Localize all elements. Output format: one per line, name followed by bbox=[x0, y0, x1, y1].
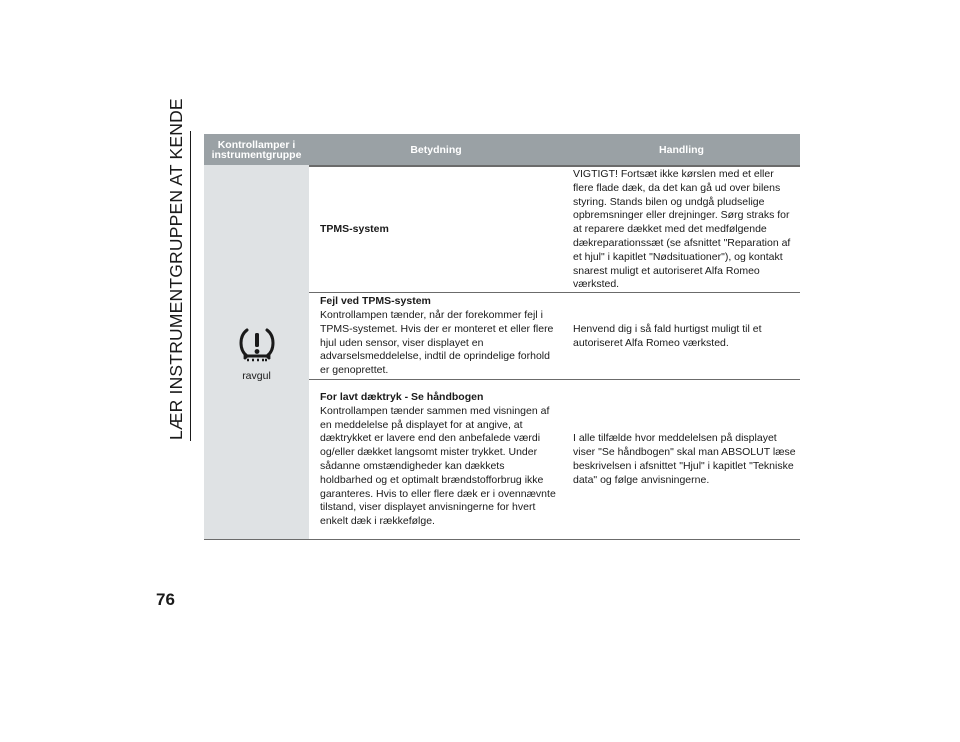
meaning-cell bbox=[309, 380, 563, 539]
warning-light-cell bbox=[204, 165, 309, 539]
action-cell bbox=[563, 293, 800, 379]
action-cell bbox=[563, 167, 800, 292]
action-text: VIGTIGT! Fortsæt ikke kørslen med et eller flere flade dæk, da det kan gå ud over bilens styring. Stands bilen og undgå pludselige opbremsninger eller drejninger. Sørg straks for at reparere dækket med det medfølgende dækreparationssæt (se afsnittet "Reparation af et hjul" i kapitlet "Nødsituationer"), og kontakt snarest muligt et autoriseret Alfa Romeo værksted. bbox=[573, 167, 791, 291]
meaning-title: Fejl ved TPMS-system bbox=[320, 295, 431, 308]
table-row bbox=[309, 292, 800, 379]
warning-lights-table bbox=[204, 134, 800, 540]
meaning-text: Kontrollampen tænder sammen med visningen af en meddelelse på displayet for at angive, at dæktrykket er lavere end den anbefalede værdi og/eller dækket langsomt mister trykket. Under sådanne omstændigheder kan dækkets holdbarhed og et optimalt brændstofforbrug ikke garanteres. Hvis to eller flere dæk er i ovennævnte tilstand, viser displayet anvisningerne for hvert enkelt dæk i rækkefølge. bbox=[320, 404, 556, 528]
table-rows bbox=[309, 165, 800, 539]
meaning-cell bbox=[309, 167, 563, 292]
action-text: I alle tilfælde hvor meddelelsen på displayet viser "Se håndbogen" skal man ABSOLUT læse beskrivelsen i afsnittet "Hjul" i kapitlet "Tekniske data" og følge anvisningerne. bbox=[573, 432, 796, 486]
meaning-text: Kontrollampen tænder, når der forekommer fejl i TPMS-systemet. Hvis der er monteret et eller flere hjul uden sensor, viser displayet en advarselsmeddelelse, indtil de oprindelige forhold er genoprettet. bbox=[320, 308, 554, 377]
meaning-title: For lavt dæktryk - Se håndbogen bbox=[320, 391, 484, 404]
meaning-title: TPMS-system bbox=[320, 223, 389, 236]
header-action: Handling bbox=[659, 143, 704, 156]
action-cell bbox=[563, 380, 800, 539]
header-meaning: Betydning bbox=[410, 143, 462, 156]
table-body bbox=[204, 165, 800, 540]
table-header bbox=[204, 134, 800, 165]
page-number: 76 bbox=[156, 590, 175, 609]
chapter-side-title: LÆR INSTRUMENTGRUPPEN AT KENDE bbox=[166, 98, 186, 440]
header-warning-lights: Kontrollamper i instrumentgruppe bbox=[211, 138, 302, 161]
table-row bbox=[309, 379, 800, 539]
meaning-cell bbox=[309, 293, 563, 379]
icon-color-label: ravgul bbox=[242, 370, 271, 382]
side-divider bbox=[190, 131, 191, 441]
action-text: Henvend dig i så fald hurtigst muligt til et autoriseret Alfa Romeo værksted. bbox=[573, 322, 762, 349]
tpms-warning-icon bbox=[235, 322, 279, 366]
table-row bbox=[309, 165, 800, 292]
